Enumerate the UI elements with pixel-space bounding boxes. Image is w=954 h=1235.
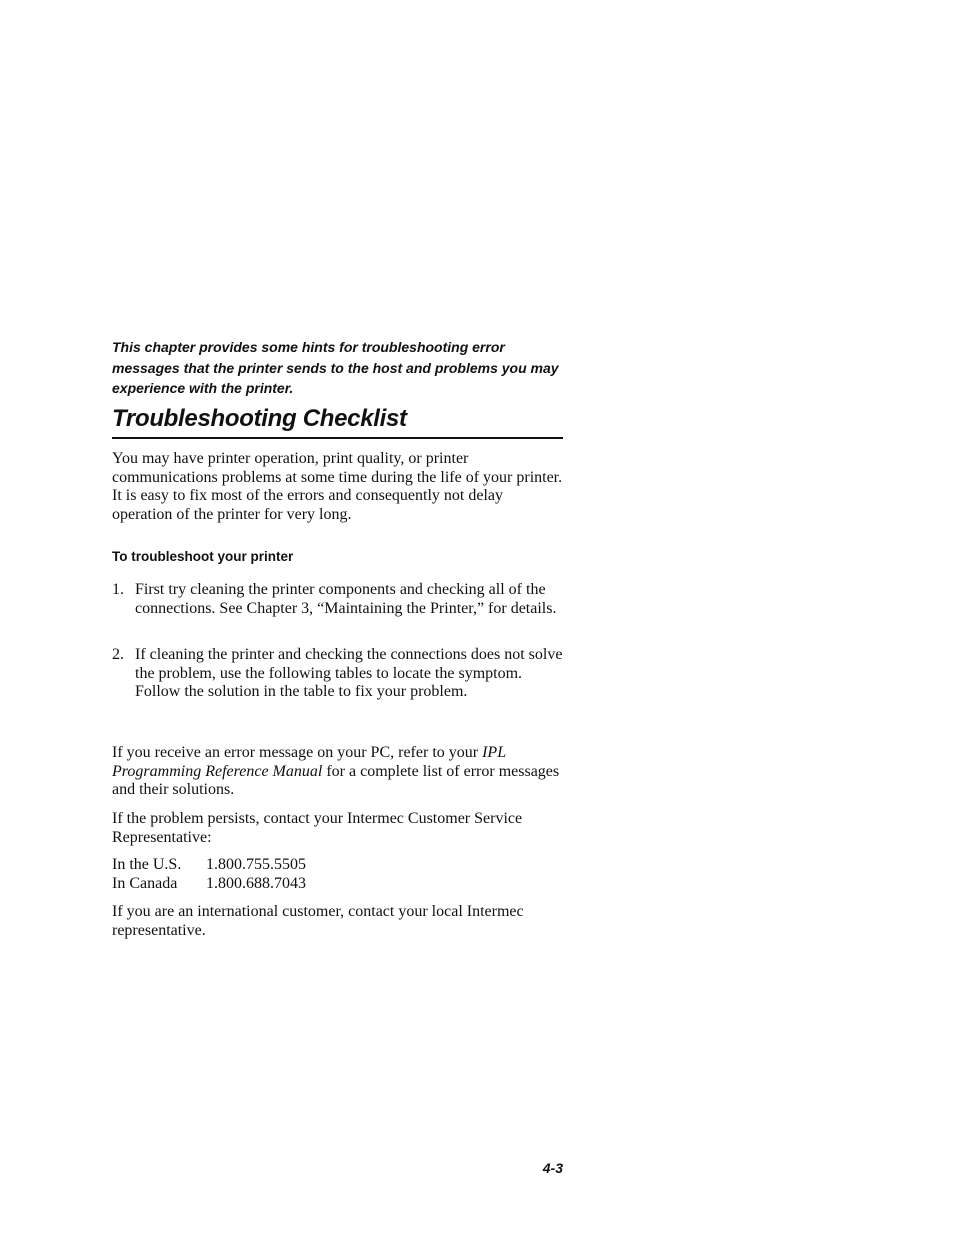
procedure-heading: To troubleshoot your printer <box>112 549 294 564</box>
paragraph-text: If you receive an error message on your PC, refer to your <box>112 744 483 761</box>
contact-region: In the U.S. <box>112 856 182 873</box>
intro-paragraph: You may have printer operation, print quality, or printer communications problems at some time during the life of your printer. It is easy to fix most of the errors and consequently not delay operation of the printer for very long. <box>112 450 563 523</box>
contact-phone: 1.800.755.5505 <box>206 856 306 873</box>
step-number: 2. <box>112 646 124 663</box>
chapter-intro: This chapter provides some hints for troubleshooting error messages that the printer sends to the host and problems you may experience with the printer. <box>112 339 559 396</box>
contact-paragraph: If the problem persists, contact your Intermec Customer Service Representative: <box>112 810 523 846</box>
step-item <box>112 581 564 618</box>
international-paragraph: If you are an international customer, contact your local Intermec representative. <box>112 903 524 939</box>
contact-region: In Canada <box>112 875 178 892</box>
step-text: First try cleaning the printer components and checking all of the connections. See Chapter 3, “Maintaining the Printer,” for details. <box>135 581 557 617</box>
step-item <box>112 646 564 702</box>
contact-phone: 1.800.688.7043 <box>206 875 306 892</box>
error-message-paragraph <box>112 744 564 800</box>
step-number: 1. <box>112 581 124 598</box>
section-heading: Troubleshooting Checklist <box>112 404 563 439</box>
step-text: If cleaning the printer and checking the connections does not solve the problem, use the following tables to locate the symptom. Follow the solution in the table to fix your problem. <box>135 646 563 701</box>
manual-title: IPL Programming Reference Manual <box>112 744 506 780</box>
paragraph-text: for a complete list of error messages and their solutions. <box>112 762 560 799</box>
page-number: 4-3 <box>542 1160 563 1176</box>
